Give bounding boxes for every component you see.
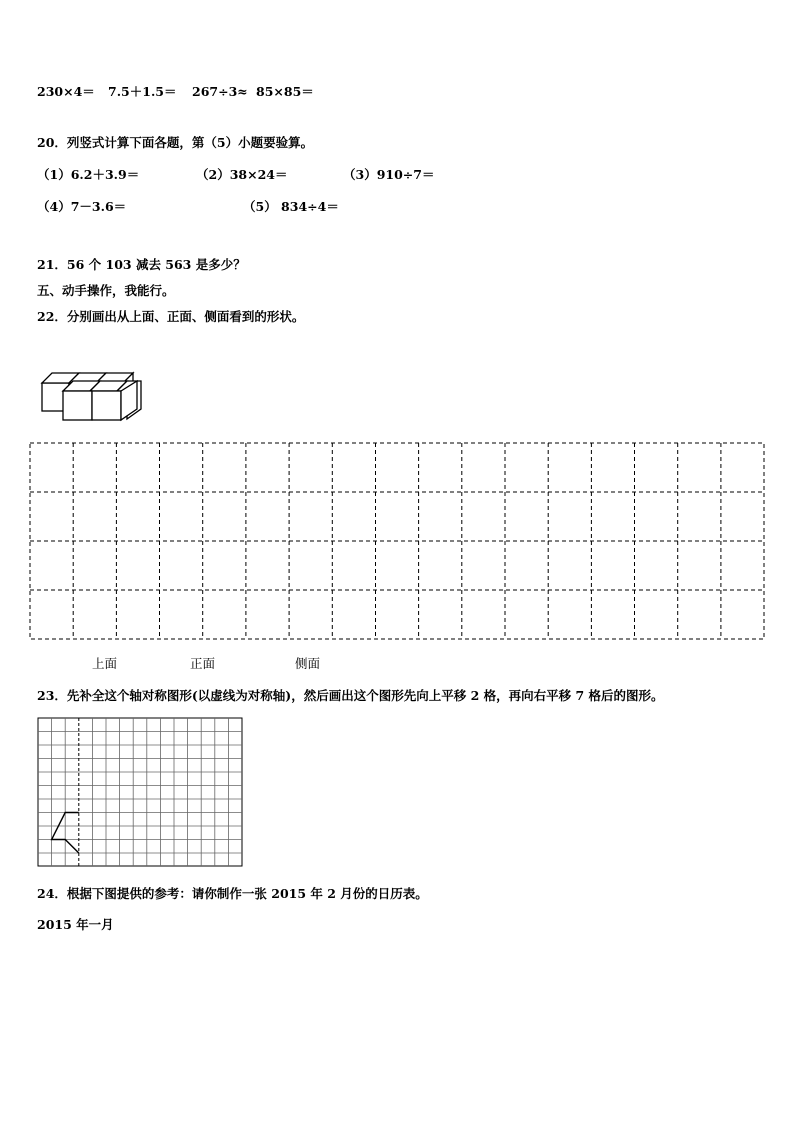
q23-title: 23．先补全这个轴对称图形(以虚线为对称轴)，然后画出这个图形先向上平移 2 格，再向右平移 7 格后的图形。 xyxy=(37,688,664,703)
q20-problem-3: （3）910÷7＝ xyxy=(343,167,435,182)
cube-figure xyxy=(38,369,144,425)
drawing-grid-dashed[interactable] xyxy=(28,441,768,643)
q21-title: 21．56 个 103 减去 563 是多少？ xyxy=(37,257,246,272)
q20-problem-1: （1）6.2＋3.9＝ xyxy=(37,167,140,182)
q20-problem-5: （5） 834÷4＝ xyxy=(243,199,339,214)
expr-230x4: 230×4＝ xyxy=(37,84,95,99)
q22-title: 22．分别画出从上面、正面、侧面看到的形状。 xyxy=(37,309,305,324)
symmetry-grid[interactable] xyxy=(36,716,246,869)
q24-title: 24．根据下图提供的参考：请你制作一张 2015 年 2 月份的日历表。 xyxy=(37,886,428,901)
expr-7.5+1.5: 7.5＋1.5＝ xyxy=(108,84,177,99)
q20-problem-4: （4）7－3.6＝ xyxy=(37,199,127,214)
q20-problem-2: （2）38×24＝ xyxy=(196,167,288,182)
label-side-view: 侧面 xyxy=(295,656,321,671)
label-top-view: 上面 xyxy=(92,656,118,671)
expr-267div3: 267÷3≈ xyxy=(192,84,248,99)
q24-subtitle: 2015 年一月 xyxy=(37,917,114,932)
label-front-view: 正面 xyxy=(190,656,216,671)
q20-title: 20．列竖式计算下面各题，第（5）小题要验算。 xyxy=(37,135,314,150)
expr-85x85: 85×85＝ xyxy=(256,84,314,99)
section-5-title: 五、动手操作，我能行。 xyxy=(37,283,175,298)
